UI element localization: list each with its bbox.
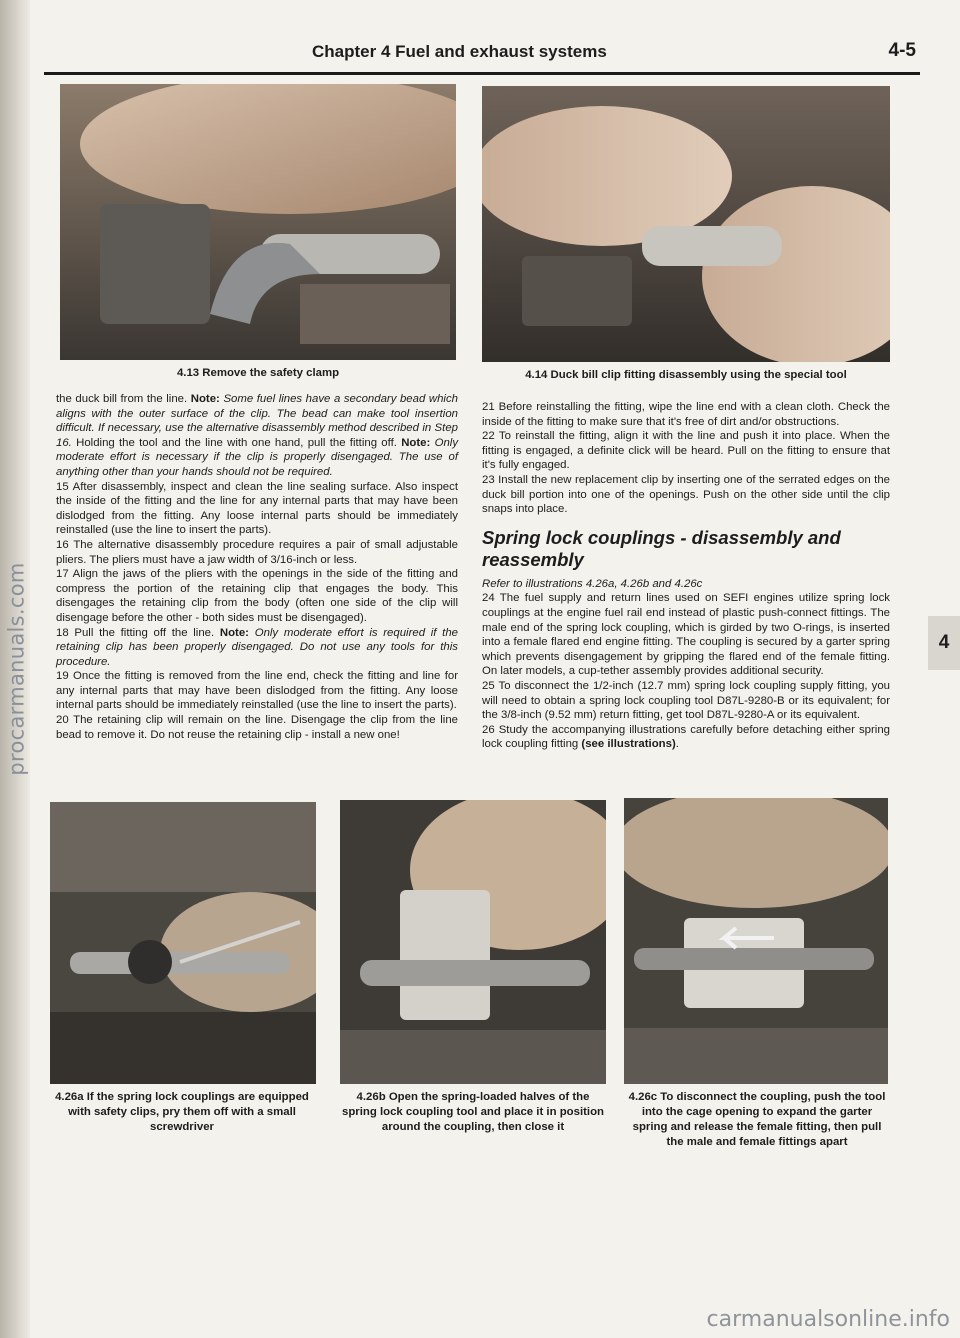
photo-4-26a [50,802,316,1084]
page-number: 4-5 [888,40,916,61]
step-26-see-illustrations: (see illustrations) [581,738,676,751]
photo-4-26a-illustration [50,802,316,1084]
step-24: 24 The fuel supply and return lines used on SEFI engines utilize spring lock couplings at the engine fuel rail end instead of plastic push-connect fittings. The male end of the spring lock coupling, which is girded by two O-rings, is inserted into a female flared end engine fitting. The coupling is secured by a garter spring which prevents disengagement by gripping the flared end of the female fitting. On later models, a cup-tether assembly provides additional security. [482,592,890,678]
section-title: Spring lock couplings - disassembly and reassembly [482,526,841,570]
photo-4-26b-illustration [340,800,606,1084]
note-label: Note: [190,393,220,405]
step-15: 15 After disassembly, inspect and clean the line sealing surface. Also inspect the inside of the fitting and the line for any internal parts that may have been dislodged from the fitting. Any loose internal parts should be immediately reinstalled (use the line to insert the parts). [56,480,458,537]
note-label-3: Note: [219,626,249,639]
step-18-text: 18 Pull the fitting off the line. [56,626,215,639]
step-22: 22 To reinstall the fitting, align it with the line and push it into place. When the fitting is engaged, a definite click will be heard. Pull on the fitting to ensure that it's fully engaged. [482,430,890,472]
watermark-bottom: carmanualsonline.info [706,1307,950,1332]
step-17: 17 Align the jaws of the pliers with the openings in the side of the fitting and compress the portion of the retaining clip that engages the body. This disengages the retaining clip from the body (often one side of the clip will disengage before the other - both sides must be disengaged). [56,568,458,624]
photo-4-14 [482,86,890,362]
left-text-column [56,392,458,742]
photo-4-14-illustration [482,86,890,362]
caption-4-26a: 4.26a If the spring lock couplings are equipped with safety clips, pry them off with a small screwdriver [55,1091,309,1133]
step-25: 25 To disconnect the 1/2-inch (12.7 mm) spring lock coupling supply fitting, you will need to obtain a spring lock coupling tool D87L-9280-B or its equivalent; for the 3/8-inch (9.52 mm) return fitting, get tool D87L-9280-A or its equivalent. [482,679,890,722]
refer-illustrations: Refer to illustrations 4.26a, 4.26b and 4.26c [482,577,703,590]
photo-4-13 [60,84,456,360]
step-21: 21 Before reinstalling the fitting, wipe the line end with a clean cloth. Check the inside of the fitting to make sure that it's free of dirt and/or obstructions. [482,401,890,428]
page-header [44,38,920,75]
step-26-text: 26 Study the accompanying illustrations carefully before detaching either spring lock coupling fitting [482,723,890,751]
photo-4-26c [624,798,888,1084]
chapter-tab-label: 4 [938,632,950,653]
photo-4-26c-illustration [624,798,888,1084]
caption-4-26c: 4.26c To disconnect the coupling, push the tool into the cage opening to expand the garter spring and release the female fitting, then pull the male and female fittings apart [628,1091,886,1148]
watermark-left [2,0,32,1338]
step-14-note-2: Only moderate effort is necessary if the clip is properly disengaged. The use of anything other than your hands should not be required. [56,436,459,478]
step-14-text-b: Holding the tool and the line with one hand, pull the fitting off. [76,436,397,449]
step-26-end: . [675,738,679,751]
step-14-text: the duck bill from the line. [56,393,188,405]
step-19: 19 Once the fitting is removed from the line end, check the fitting and line for any internal parts that may have been dislodged from the fitting. Any loose internal parts should be immediately reinstalled (use the line to insert the parts). [56,670,458,712]
step-18-note: Only moderate effort is required if the retaining clip has been properly disengaged. Do not use any tools for this procedure. [56,626,458,668]
caption-4-26b: 4.26b Open the spring-loaded halves of the spring lock coupling tool and place it in position around the coupling, then close it [342,1091,604,1133]
photo-4-26b [340,800,606,1084]
step-20: 20 The retaining clip will remain on the line. Disengage the clip from the line bead to remove it. Do not reuse the retaining clip - install a new one! [56,714,458,741]
right-text-column [482,400,890,752]
chapter-title: Chapter 4 Fuel and exhaust systems [312,42,607,61]
step-14-note-1: Some fuel lines have a secondary bead which aligns with the outer surface of the clip. The bead can make tool insertion difficult. If necessary, use the alternative disassembly method described in Step 16. [56,393,458,449]
step-16: 16 The alternative disassembly procedure requires a pair of small adjustable pliers. The pliers must have a jaw width of 3/16-inch or less. [56,538,458,566]
caption-4-14: 4.14 Duck bill clip fitting disassembly using the special tool [525,369,847,381]
caption-4-13: 4.13 Remove the safety clamp [176,367,340,379]
chapter-tab-marker [928,616,960,670]
photo-4-13-illustration [60,84,456,360]
watermark-left-text: procarmanuals.com [5,562,29,776]
step-23: 23 Install the new replacement clip by inserting one of the serrated edges on the duck bill portion into one of the openings. Push on the other side until the clip snaps into place. [482,473,890,516]
note-label-2: Note: [401,436,431,449]
